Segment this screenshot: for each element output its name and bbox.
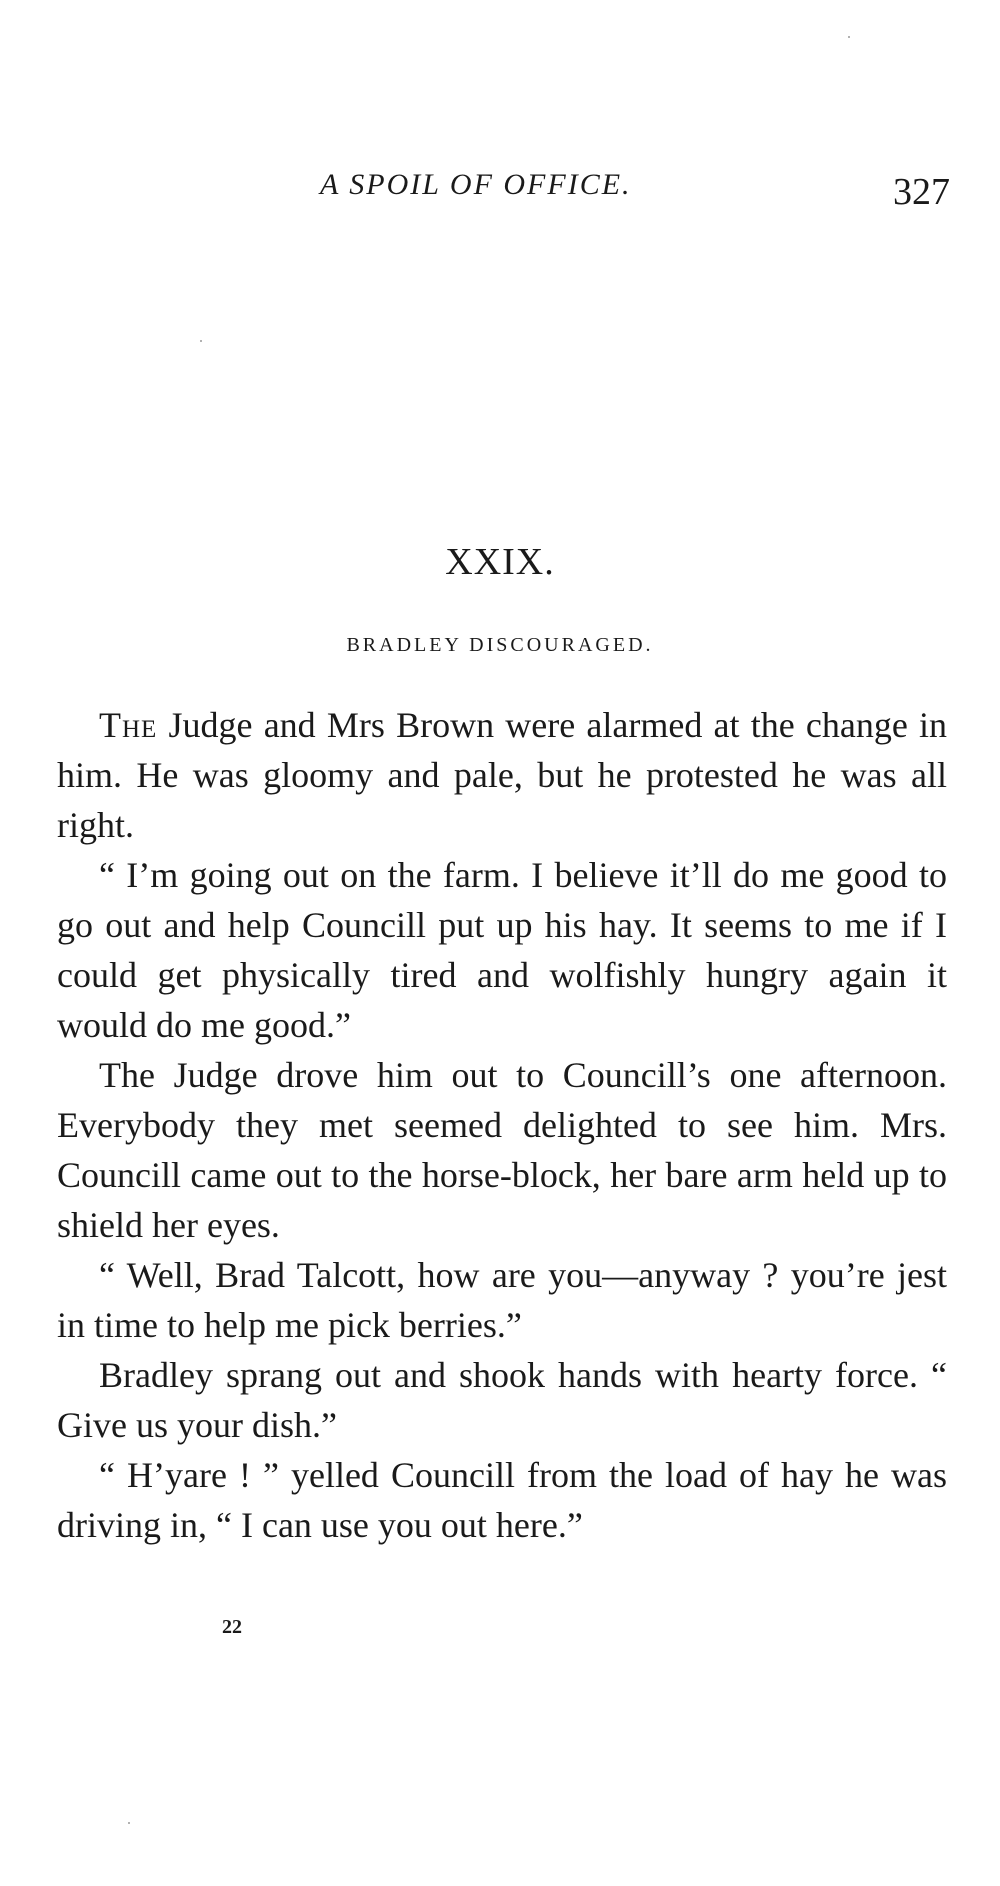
- paragraph-text: The Judge drove him out to Councill’s one afternoon. Everybody they met seemed delighted to see him. Mrs. Councill came out to the horse-block, her bare arm held up to shield her eyes.: [57, 1055, 947, 1245]
- paragraph-text: “ I’m going out on the farm. I believe it’ll do me good to go out and help Councill put up his hay. It seems to me if I could get physically tired and wolfishly hungry again it would do me good.”: [57, 855, 947, 1045]
- lead-word: The: [99, 705, 158, 745]
- paragraph-text: “ Well, Brad Talcott, how are you—anyway ? you’re jest in time to help me pick berries.”: [57, 1255, 947, 1345]
- signature-mark: 22: [222, 1616, 242, 1638]
- paragraph: [57, 700, 947, 850]
- paragraph-text: Judge and Mrs Brown were alarmed at the change in him. He was gloomy and pale, but he protested he was all right.: [57, 705, 947, 845]
- chapter-title: BRADLEY DISCOURAGED.: [346, 634, 654, 656]
- paragraph-text: Bradley sprang out and shook hands with hearty force. “ Give us your dish.”: [57, 1355, 947, 1445]
- paper-speck: [848, 36, 850, 38]
- page-number: 327: [893, 171, 950, 213]
- paper-speck: [128, 1822, 130, 1824]
- body-text: [57, 700, 947, 1550]
- paper-speck: [200, 340, 202, 342]
- chapter-number: XXIX.: [445, 541, 555, 583]
- paragraph: [57, 1050, 947, 1250]
- paragraph: [57, 1350, 947, 1450]
- running-title: A SPOIL OF OFFICE.: [320, 168, 632, 201]
- paragraph-text: “ H’yare ! ” yelled Councill from the load of hay he was driving in, “ I can use you out here.”: [57, 1455, 947, 1545]
- paragraph: [57, 850, 947, 1050]
- paragraph: [57, 1250, 947, 1350]
- paragraph: [57, 1450, 947, 1550]
